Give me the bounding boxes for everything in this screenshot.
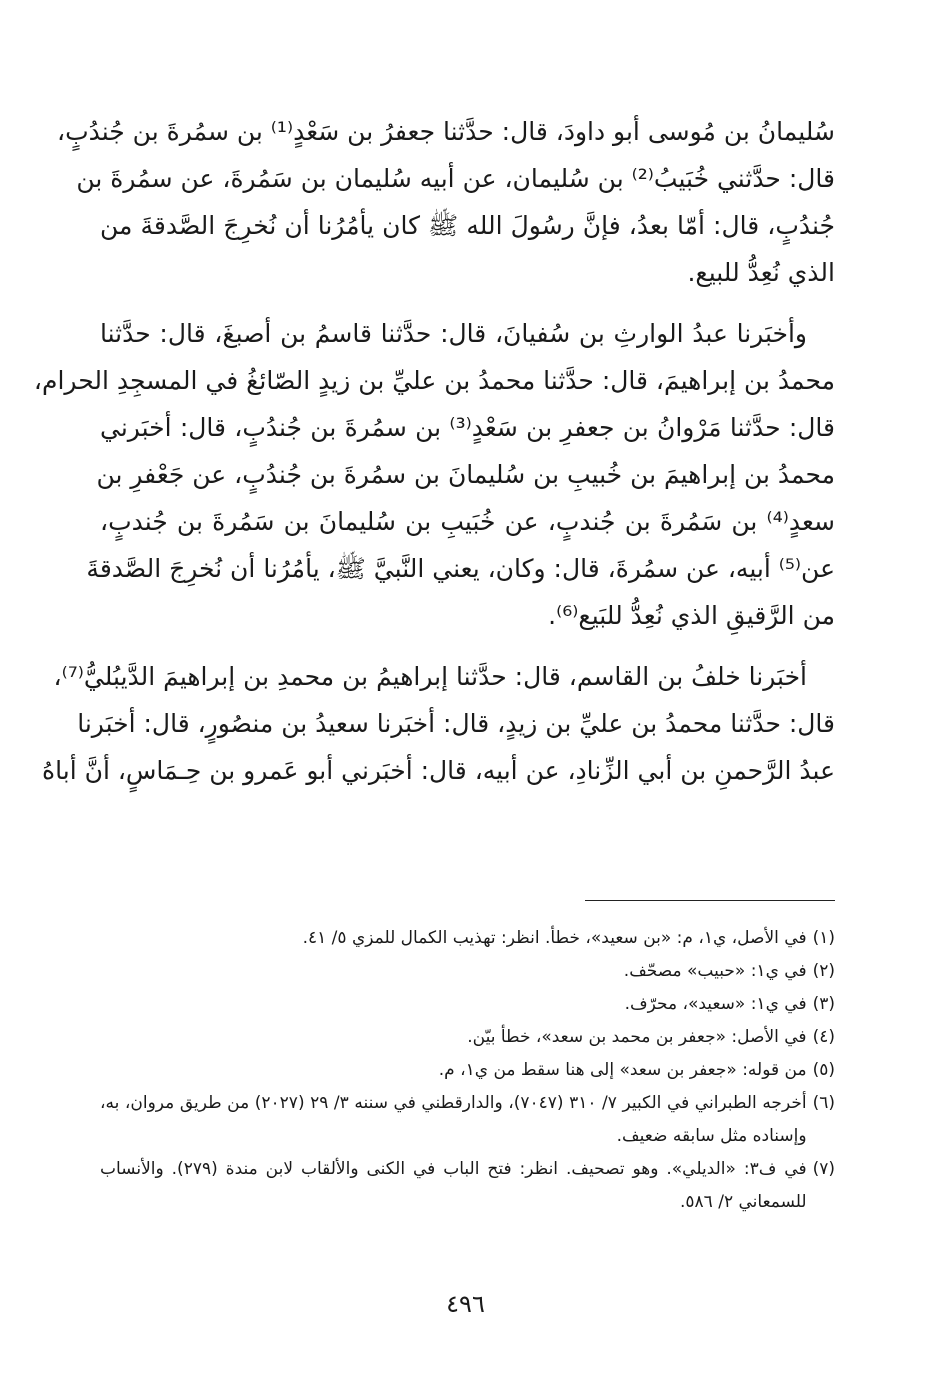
text-line: سُليمانُ بن مُوسى أبو داودَ، قال: حدَّثنا جعفرُ بن سَعْدٍ⁽¹⁾ بن سمُرةَ بن جُندُبٍ، <box>57 117 835 146</box>
text-line: عبدُ الرَّحمنِ بن أبي الزِّنادِ، عن أبيه، قال: أخبَرني أبو عَمرو بن حِـمَاسٍ، أنَّ أباهُ <box>42 756 835 785</box>
footnote-text: من قوله: «جعفر بن سعد» إلى هنا سقط من ي١، م. <box>438 1060 807 1080</box>
text-line: قال: حدَّثنا محمدُ بن عليِّ بن زيدٍ، قال: أخبَرنا سعيدُ بن منصُورٍ، قال: أخبَرنا <box>77 709 835 738</box>
text-line: عن⁽⁵⁾ أبيه، عن سمُرةَ، قال: وكان، يعني النَّبيَّ ﷺ، يأمُرُنا أن نُخرِجَ الصَّدقةَ <box>86 554 835 583</box>
footnote-3 <box>100 988 835 1021</box>
text-line: محمدُ بن إبراهيمَ بن خُبيبِ بن سُليمانَ بن سمُرةَ بن جُندُبٍ، عن جَعْفرِ بن <box>96 460 835 489</box>
footnote-number: (٢) <box>812 961 835 981</box>
paragraph-2 <box>33 310 835 639</box>
footnote-number: (١) <box>812 928 835 948</box>
page-number: ٤٩٦ <box>446 1290 485 1318</box>
footnote-1 <box>100 922 835 955</box>
footnote-text: في الأصل: «جعفر بن محمد بن سعد»، خطأ بيّن. <box>467 1027 807 1047</box>
text-line: أخبَرنا خلفُ بن القاسم، قال: حدَّثنا إبراهيمُ بن محمدِ بن إبراهيمَ الدَّيبُليُّ⁽⁷⁾، <box>53 662 807 691</box>
footnote-number: (٦) <box>812 1093 835 1113</box>
footnote-2 <box>100 955 835 988</box>
text-line: جُندُبٍ، قال: أمّا بعدُ، فإنَّ رسُولَ الله ﷺ كان يأمُرُنا أن نُخرِجَ الصَّدقةَ من <box>100 211 835 240</box>
footnote-text: في ي١: «سعيد»، محرّف. <box>624 994 807 1014</box>
footnote-text: في الأصل، ي١، م: «بن سعيد»، خطأ. انظر: تهذيب الكمال للمزي ٥/ ٤١. <box>302 928 807 948</box>
paragraph-1 <box>57 108 835 296</box>
footnote-number: (٥) <box>812 1060 835 1080</box>
footnote-7 <box>100 1153 835 1219</box>
footnote-4 <box>100 1021 835 1054</box>
footnotes <box>100 922 835 1219</box>
footnote-5 <box>100 1054 835 1087</box>
paragraph-3 <box>42 653 835 794</box>
text-line: قال: حدَّثني خُبَيبُ⁽²⁾ بن سُليمان، عن أبيه سُليمان بن سَمُرةَ، عن سمُرةَ بن <box>76 164 835 193</box>
text-line: محمدُ بن إبراهيمَ، قال: حدَّثنا محمدُ بن عليِّ بن زيدٍ الصّائغُ في المسجِدِ الحرام، <box>33 366 835 395</box>
footnote-number: (٧) <box>812 1159 835 1179</box>
text-line: وأخبَرنا عبدُ الوارثِ بن سُفيانَ، قال: حدَّثنا قاسمُ بن أصبغَ، قال: حدَّثنا <box>100 319 807 348</box>
footnote-text: في ي١: «حبيب» مصحّف. <box>623 961 807 981</box>
text-line: قال: حدَّثنا مَرْوانُ بن جعفرِ بن سَعْدٍ⁽³⁾ بن سمُرةَ بن جُندُبٍ، قال: أخبَرني <box>100 413 835 442</box>
footnote-6 <box>100 1087 835 1153</box>
main-text <box>33 108 835 808</box>
footnote-text: أخرجه الطبراني في الكبير ٧/ ٣١٠ (٧٠٤٧)، والدارقطني في سننه ٣/ ٢٩ (٢٠٢٧) من طريق مروان، به، وإسناده مثل سابقه ضعيف. <box>100 1093 807 1146</box>
text-line: سعدٍ⁽⁴⁾ بن سَمُرةَ بن جُندبٍ، عن خُبَيبِ بن سُليمانَ بن سَمُرةَ بن جُندبٍ، <box>100 507 835 536</box>
text-line: من الرَّقيقِ الذي نُعِدُّ للبَيع⁽⁶⁾. <box>548 601 835 630</box>
footnote-divider <box>585 900 835 901</box>
footnote-text: في ف٣: «الديلي». وهو تصحيف. انظر: فتح الباب في الكنى والألقاب لابن مندة (٢٧٩). والأنساب للسمعاني ٢/ ٥٨٦. <box>100 1159 807 1212</box>
footnote-number: (٤) <box>812 1027 835 1047</box>
text-line: الذي نُعِدُّ للبيع. <box>687 258 835 287</box>
footnote-number: (٣) <box>812 994 835 1014</box>
